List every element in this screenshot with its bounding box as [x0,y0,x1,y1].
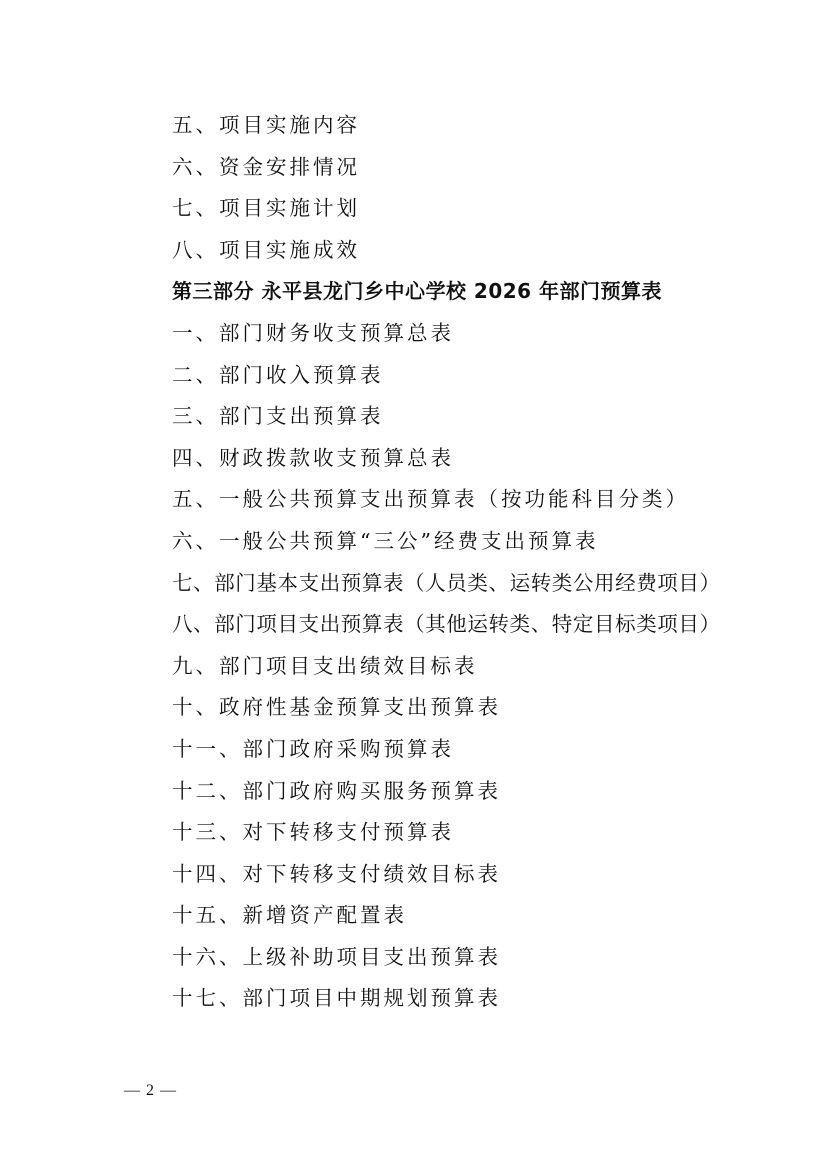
toc-item-table-17: 十七、部门项目中期规划预算表 [172,986,501,1011]
table-of-contents [172,105,782,1020]
toc-item-table-14: 十四、对下转移支付绩效目标表 [172,861,501,886]
toc-item-table-5: 五、一般公共预算支出预算表（按功能科目分类） [172,487,689,512]
toc-item-table-6: 六、一般公共预算“三公”经费支出预算表 [172,528,599,553]
toc-item-table-7: 七、部门基本支出预算表（人员类、运转类公用经费项目） [172,570,721,595]
toc-item-part2-section7: 七、项目实施计划 [172,196,360,221]
toc-item-table-10: 十、政府性基金预算支出预算表 [172,695,501,720]
toc-item-table-12: 十二、部门政府购买服务预算表 [172,778,501,803]
page-number: — 2 — [124,1082,177,1099]
toc-item-table-8: 八、部门项目支出预算表（其他运转类、特定目标类项目） [172,612,721,637]
toc-item-table-3: 三、部门支出预算表 [172,404,384,429]
toc-item-table-13: 十三、对下转移支付预算表 [172,820,454,845]
toc-item-table-1: 一、部门财务收支预算总表 [172,320,454,345]
toc-item-part2-section8: 八、项目实施成效 [172,237,360,262]
toc-item-table-15: 十五、新增资产配置表 [172,903,407,928]
toc-item-part2-section6: 六、资金安排情况 [172,154,360,179]
toc-item-table-2: 二、部门收入预算表 [172,362,384,387]
toc-item-table-4: 四、财政拨款收支预算总表 [172,445,454,470]
toc-item-table-16: 十六、上级补助项目支出预算表 [172,944,501,969]
toc-item-part2-section5: 五、项目实施内容 [172,113,360,137]
toc-part3-heading: 第三部分 永平县龙门乡中心学校 2026 年部门预算表 [172,279,663,304]
toc-item-table-9: 九、部门项目支出绩效目标表 [172,653,478,678]
toc-item-table-11: 十一、部门政府采购预算表 [172,736,454,761]
